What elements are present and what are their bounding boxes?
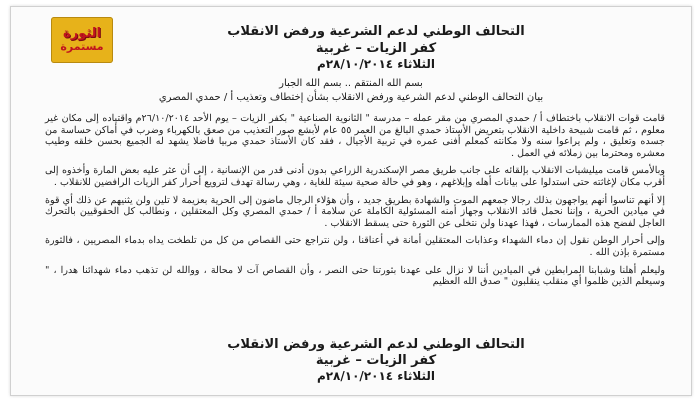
- logo-text-line2: مستمرة: [60, 40, 104, 53]
- logo-text-line1: الثورة: [63, 26, 101, 41]
- footer-date: الثلاثاء ٢٨/١٠/٢٠١٤م: [316, 369, 436, 383]
- document-header: [221, 23, 531, 72]
- body-paragraph: وإلى أحرار الوطن نقول إن دماء الشهداء وعذابات المعتقلين أمانة في أعناقنا ، ولن نتراجع حتى القصاص من كل من تلطخت يداه بدماء المصريين ، فالثورة مستمرة بإذن الله .: [45, 235, 665, 258]
- body-paragraph: وبالأمس قامت ميليشيات الانقلاب بإلقائه على جانب طريق مصر الإسكندرية الزراعي بدون أدنى قدر من الإنسانية ، إلى أن عثر عليه بعض المارة وأخذوه إلى أقرب مكان لإغاثته حتى استدلوا على بيانات أهله وإبلاغهم ، وهو في حالة صحية سيئة للغاية ، وهي رسالة تهدف لترويع أحرار كفر الزيات الرافضين للانقلاب .: [45, 165, 665, 188]
- document-footer: [221, 337, 531, 384]
- statement-title: بيان التحالف الوطني لدعم الشرعية ورفض الانقلاب بشأن إختطاف وتعذيب أ / حمدي المصري: [158, 92, 544, 103]
- body-paragraph: قامت قوات الانقلاب باختطاف أ / حمدي المصري من مقر عمله – مدرسة " الثانوية الصناعية " بكفر الزيات – يوم الأحد ٢٦/١٠/٢٠١٤م واقتياده إلى مكان غير معلوم ، ثم قامت شبيحة داخلية الانقلاب بتعريض الأستاذ حمدي البالغ من العمر ٥٥ عام لأبشع صور التعذيب من صعق بالكهرباء وضرب في أماكن حساسة من جسده وتعليق ، ولم يراعوا سنه ولا مكانته كمعلم أفنى عمره في تربية الأجيال ، فقد كان الأستاذ حمدي مربيا فاضلا يشهد له الجميع بحسن خلقه وطيب معشره ومحترما بين زملائه في العمل .: [45, 113, 666, 159]
- header-organization: التحالف الوطني لدعم الشرعية ورفض الانقلاب: [227, 24, 525, 39]
- header-date: الثلاثاء ٢٨/١٠/٢٠١٤م: [316, 57, 436, 71]
- body-paragraph: وليعلم أهلنا وشبابنا المرابطين في الميادين أننا لا نزال على عهدنا بثورتنا حتى النصر ، وأن القصاص آت لا محالة ، ووالله لن تذهب دماء شهدائنا هدرا ، " وسيعلم الذين ظلموا أي منقلب ينقلبون " صدق الله العظيم: [45, 264, 665, 288]
- revolution-logo: [51, 17, 113, 63]
- header-location: كفر الزيات – غربية: [315, 41, 437, 56]
- statement-document: [10, 6, 692, 396]
- footer-organization: التحالف الوطني لدعم الشرعية ورفض الانقلاب: [227, 337, 525, 352]
- body-paragraph: إلا أنهم تناسوا أنهم يواجهون بذلك رجالا جمعهم الموت والشهادة بطريق جديد ، وأن هؤلاء الرجال ماضون إلى الحرية بعزيمة لا تلين ولن يثنيهم عن ذلك أي قوة في ميادين الحرية ، وإننا نحمل قائد الانقلاب وجهاز أمنه المسئولية الكاملة عن سلامة أ / حمدي المصري وكل المعتقلين ، ونطالب كل الحقوقيين بالتحرك العاجل لفضح هذه الممارسات ، فهذا عهدنا ولن نتخلى عن الثورة حتى يسقط الانقلاب .: [45, 194, 665, 229]
- basmala: بسم الله المنتقم .. بسم الله الجبار: [279, 78, 423, 89]
- statement-body: [45, 113, 665, 294]
- footer-location: كفر الزيات – غربية: [315, 353, 437, 368]
